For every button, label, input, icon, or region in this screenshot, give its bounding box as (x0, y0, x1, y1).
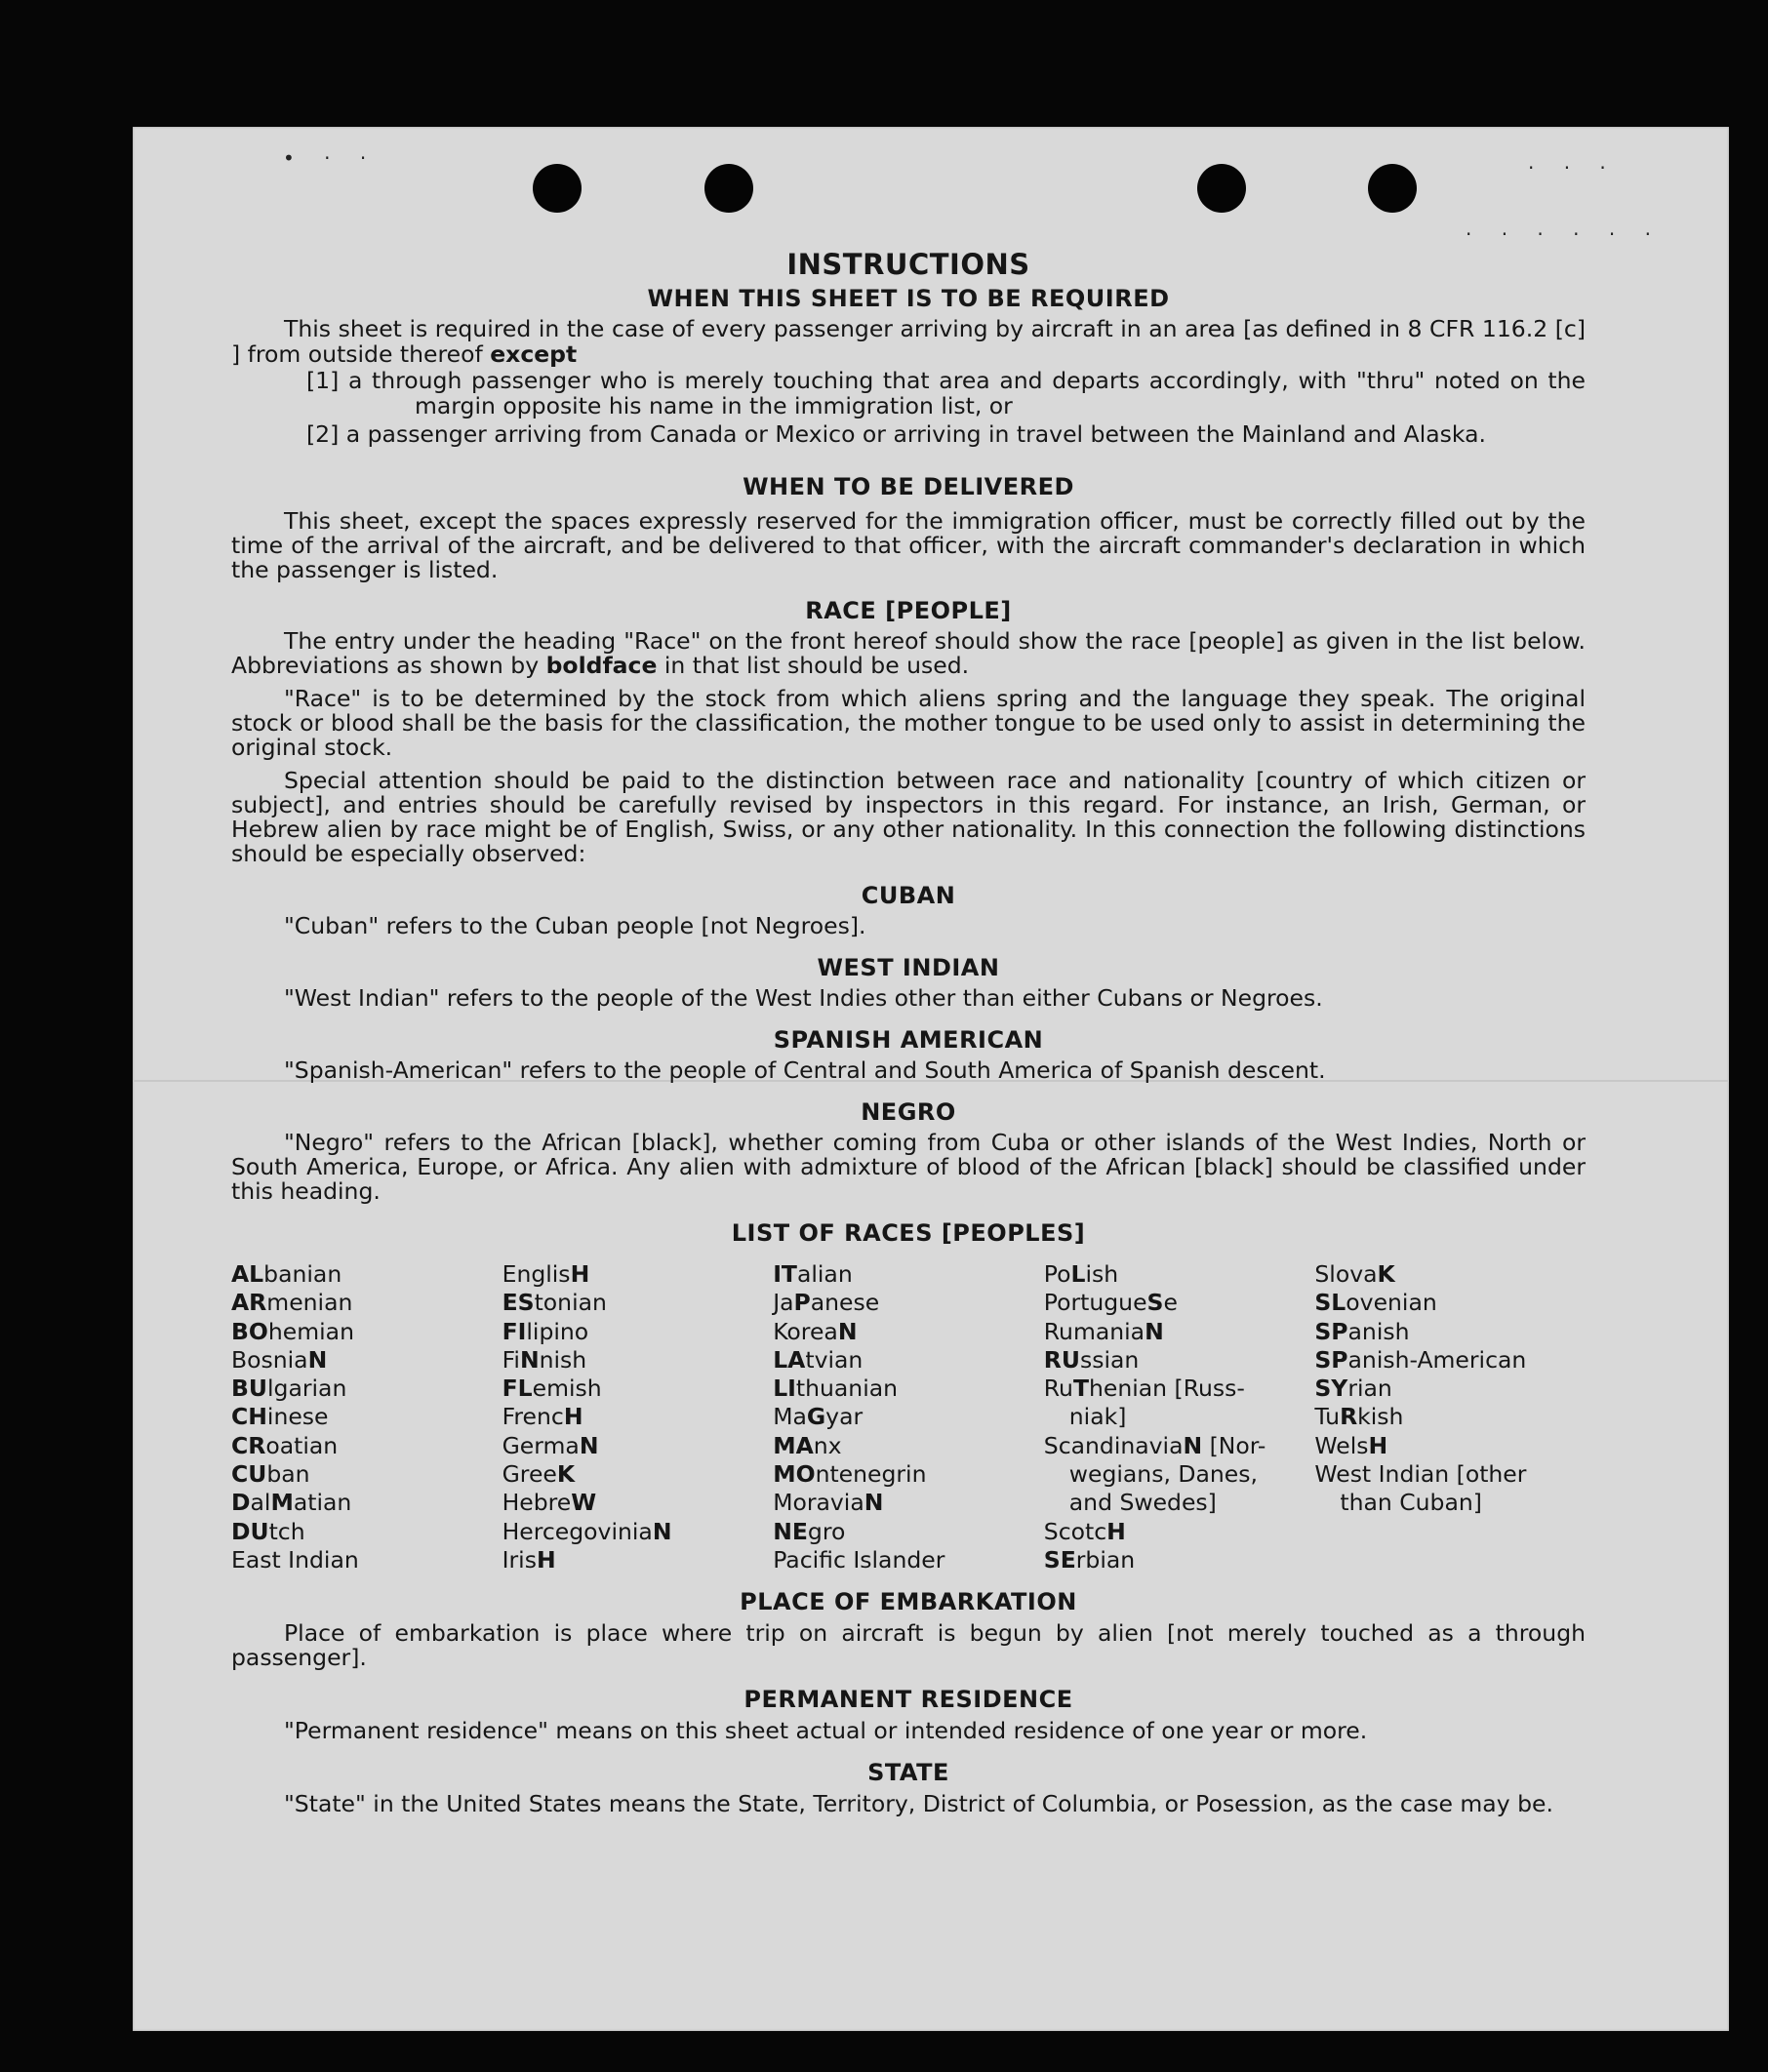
spanish-american-text: "Spanish-American" refers to the people of Central and South America of Spanish descent. (284, 1056, 1326, 1084)
race-entry: MoraviaN (773, 1489, 884, 1517)
section-heading-spanish-american: SPANISH AMERICAN (773, 1026, 1044, 1054)
section-heading-race: RACE [PEOPLE] (805, 597, 1012, 624)
section-heading-negro: NEGRO (861, 1098, 956, 1126)
races-column-1 (231, 1260, 502, 1574)
delivered-text: This sheet, except the spaces expressly reserved for the immigration officer, must be correctly filled out by the time of the arrival of the aircraft, and be delivered to that officer, with the aircraft commander's declaration in which the passenger is listed. (231, 507, 1586, 583)
race-entry: CUban (231, 1460, 310, 1489)
negro-text: "Negro" refers to the African [black], whether coming from Cuba or other islands of the West Indies, North or South America, Europe, or Africa. Any alien with admixture of blood of the African [black] should be classified under this heading. (231, 1129, 1586, 1205)
race-entry: HercegoviniaN (502, 1517, 672, 1545)
page-title: INSTRUCTIONS (786, 248, 1030, 281)
race-entry: FrencH (502, 1403, 583, 1431)
punch-hole (1368, 164, 1417, 213)
race-entry: CRoatian (231, 1431, 339, 1459)
race-paragraph-2: "Race" is to be determined by the stock from which aliens spring and the language they speak. The original stock or blood shall be the basis for the classification, the mother tongue to be used only to assist in determining the original stock. (231, 685, 1586, 761)
required-exception-2: [2] a passenger arriving from Canada or Mexico or arriving in travel between the Mainland and Alaska. (306, 420, 1486, 448)
race-entry: LAtvian (773, 1345, 864, 1374)
race-entry: ALbanian (231, 1260, 342, 1288)
race-paragraph-1: The entry under the heading "Race" on the front hereof should show the race [people] as given in the list below. Abbreviations as shown by boldface in that list should be used. (231, 627, 1586, 679)
races-column-2 (502, 1260, 774, 1574)
race-entry: ITalian (773, 1260, 853, 1288)
race-entry: GermaN (502, 1431, 599, 1459)
west-indian-text: "West Indian" refers to the people of the West Indies other than either Cubans or Negroes. (284, 984, 1323, 1012)
race-entry: HebreW (502, 1489, 597, 1517)
race-entry: PoLish (1043, 1260, 1119, 1288)
races-column-5 (1314, 1260, 1586, 1574)
race-entry: CHinese (231, 1403, 329, 1431)
punch-hole (704, 164, 753, 213)
section-heading-list-of-races: LIST OF RACES [PEOPLES] (731, 1219, 1086, 1247)
section-heading-cuban: CUBAN (861, 882, 956, 909)
race-entry: LIthuanian (773, 1375, 899, 1403)
race-entry: MaGyar (773, 1403, 864, 1431)
required-intro: This sheet is required in the case of every passenger arriving by aircraft in an area [as defined in 8 CFR 116.2 [c] ] from outside thereof except (231, 315, 1586, 368)
race-entry: SPanish-American (1314, 1345, 1527, 1374)
race-entry: SErbian (1043, 1545, 1136, 1574)
section-heading-embarkation: PLACE OF EMBARKATION (740, 1588, 1077, 1616)
race-entry: TuRkish (1314, 1403, 1404, 1431)
race-entry: East Indian (231, 1545, 359, 1574)
race-entry: DalMatian (231, 1489, 352, 1517)
section-heading-required: WHEN THIS SHEET IS TO BE REQUIRED (647, 285, 1170, 312)
race-entry: RUssian (1043, 1345, 1140, 1374)
race-entry: IrisH (502, 1545, 556, 1574)
race-entry: DUtch (231, 1517, 305, 1545)
race-entry: SLovenian (1314, 1289, 1437, 1317)
race-entry: GreeK (502, 1460, 576, 1489)
race-entry: EnglisH (502, 1260, 590, 1288)
race-entry: Pacific Islander (773, 1545, 945, 1574)
race-entry: BUlgarian (231, 1375, 347, 1403)
punch-hole (533, 164, 582, 213)
required-exception-1: [1] a through passenger who is merely touching that area and departs accordingly, with "thru" noted on the margin opposite his name in the immigration list, or (306, 367, 1586, 419)
race-entry: EStonian (502, 1289, 607, 1317)
punch-hole (1197, 164, 1246, 213)
races-column-4 (1044, 1260, 1315, 1574)
race-entry: BOhemian (231, 1317, 354, 1345)
race-entry: JaPanese (773, 1289, 880, 1317)
cuban-text: "Cuban" refers to the Cuban people [not Negroes]. (284, 912, 866, 939)
race-entry: SYrian (1314, 1375, 1392, 1403)
race-entry: KoreaN (773, 1317, 858, 1345)
race-entry: wegians, Danes, (1068, 1460, 1258, 1489)
race-entry: NEgro (773, 1517, 846, 1545)
scan-specks: · · · (1528, 156, 1618, 179)
race-entry: BosniaN (231, 1345, 328, 1374)
section-heading-residence: PERMANENT RESIDENCE (743, 1686, 1073, 1714)
scan-specks: • · · (283, 146, 379, 170)
race-entry: ScotcH (1043, 1517, 1126, 1545)
race-entry: SPanish (1314, 1317, 1410, 1345)
residence-text: "Permanent residence" means on this sheet actual or intended residence of one year or more. (284, 1717, 1368, 1745)
section-heading-state: STATE (867, 1759, 949, 1787)
race-entry: FLemish (502, 1375, 602, 1403)
state-text: "State" in the United States means the State, Territory, District of Columbia, or Posession, as the case may be. (284, 1790, 1553, 1818)
scan-specks: · · · · · · (1466, 222, 1663, 246)
race-entry: WelsH (1314, 1431, 1388, 1459)
race-entry: PortugueSe (1043, 1289, 1178, 1317)
race-entry: RuThenian [Russ- (1043, 1375, 1245, 1403)
race-entry: niak] (1068, 1403, 1127, 1431)
race-entry: FiNnish (502, 1345, 587, 1374)
race-entry: RumaniaN (1043, 1317, 1164, 1345)
race-entry: FIlipino (502, 1317, 589, 1345)
race-entry: ARmenian (231, 1289, 353, 1317)
section-heading-delivered: WHEN TO BE DELIVERED (743, 473, 1074, 500)
races-list (231, 1260, 1586, 1574)
races-column-3 (773, 1260, 1044, 1574)
race-entry: SlovaK (1314, 1260, 1395, 1288)
race-entry: MAnx (773, 1431, 842, 1459)
race-entry: MOntenegrin (773, 1460, 927, 1489)
race-entry: ScandinaviaN [Nor- (1043, 1431, 1266, 1459)
race-paragraph-3: Special attention should be paid to the distinction between race and nationality [country of which citizen or subject], and entries should be carefully revised by inspectors in this regard. For instance, an Irish, German, or Hebrew alien by race might be of English, Swiss, or any other nationality. In this connection the following distinctions should be especially observed: (231, 767, 1586, 867)
race-entry: West Indian [other (1314, 1460, 1527, 1489)
embarkation-text: Place of embarkation is place where trip on aircraft is begun by alien [not merely touched as a through passenger]. (231, 1619, 1586, 1672)
instructions-content (231, 246, 1586, 1816)
document-sheet (133, 127, 1729, 2031)
race-entry: and Swedes] (1068, 1489, 1217, 1517)
race-entry: than Cuban] (1340, 1489, 1482, 1517)
section-heading-west-indian: WEST INDIAN (817, 954, 1000, 981)
